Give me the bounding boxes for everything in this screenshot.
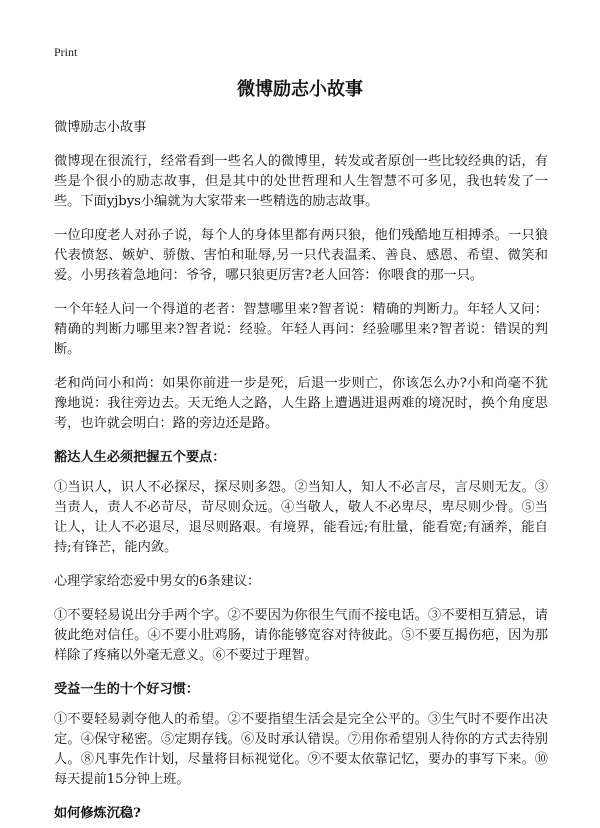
document-title: 微博励志小故事 [237, 79, 363, 100]
print-link[interactable]: Print [54, 45, 78, 59]
section-heading-calm: 如何修炼沉稳? [54, 806, 141, 821]
section-heading-open-minded: 豁达人生必须把握五个要点： [54, 450, 226, 465]
paragraph-open-minded: ①当识人，识人不必探尽，探尽则多怨。②当知人，知人不必言尽，言尽则无友。③当责人，责人不必苛尽，苛尽则众远。④当敬人，敬人不必卑尽，卑尽则少骨。⑤当让人，让人不必退尽，退尽则路艰。有境界，能看远;有肚量，能看宽;有涵养，能自持;有锋芒，能内敛。 [54, 480, 548, 555]
paragraph-wolves: 一位印度老人对孙子说，每个人的身体里都有两只狼，他们残酷地互相搏杀。一只狼代表愤怒、嫉妒、骄傲、害怕和耻辱,另一只代表温柔、善良、感恩、希望、微笑和爱。小男孩着急地问：爷爷，哪只狼更厉害?老人回答：你喂食的那一只。 [54, 228, 548, 283]
paragraph-psychologist: ①不要轻易说出分手两个字。②不要因为你很生气而不接电话。③不要相互猜忌，请彼此绝对信任。④不要小肚鸡肠，请你能够宽容对待彼此。⑤不要互揭伤疤，因为那样除了疼痛以外毫无意义。⑥不要过于理智。 [54, 608, 548, 663]
section-heading-habits: 受益一生的十个好习惯： [54, 682, 200, 697]
document-subtitle: 微博励志小故事 [54, 120, 147, 135]
paragraph-monks: 老和尚问小和尚：如果你前进一步是死，后退一步则亡，你该怎么办?小和尚毫不犹豫地说：我往旁边去。天无绝人之路，人生路上遭遇进退两难的境况时，换个角度思考，也许就会明白：路的旁边还是路。 [54, 376, 548, 431]
paragraph-intro: 微博现在很流行，经常看到一些名人的微博里，转发或者原创一些比较经典的话，有些是个很小的励志故事，但是其中的处世哲理和人生智慧不可多见，我也转发了一些。下面yjbys小编就为大家带来一些精选的励志故事。 [54, 154, 548, 209]
document-body [54, 118, 548, 828]
paragraph-wisdom: 一个年轻人问一个得道的老者：智慧哪里来?智者说：精确的判断力。年轻人又问：精确的判断力哪里来?智者说：经验。年轻人再问：经验哪里来?智者说：错误的判断。 [54, 302, 548, 357]
paragraph-psychologist-lead: 心理学家给恋爱中男女的6条建议： [54, 574, 261, 589]
paragraph-habits: ①不要轻易剥夺他人的希望。②不要指望生活会是完全公平的。③生气时不要作出决定。④保守秘密。⑤定期存钱。⑥及时承认错误。⑦用你希望别人待你的方式去待别人。⑧凡事先作计划，尽量将目标视觉化。⑨不要太依靠记忆，要办的事写下来。⑩每天提前15分钟上班。 [54, 712, 548, 787]
